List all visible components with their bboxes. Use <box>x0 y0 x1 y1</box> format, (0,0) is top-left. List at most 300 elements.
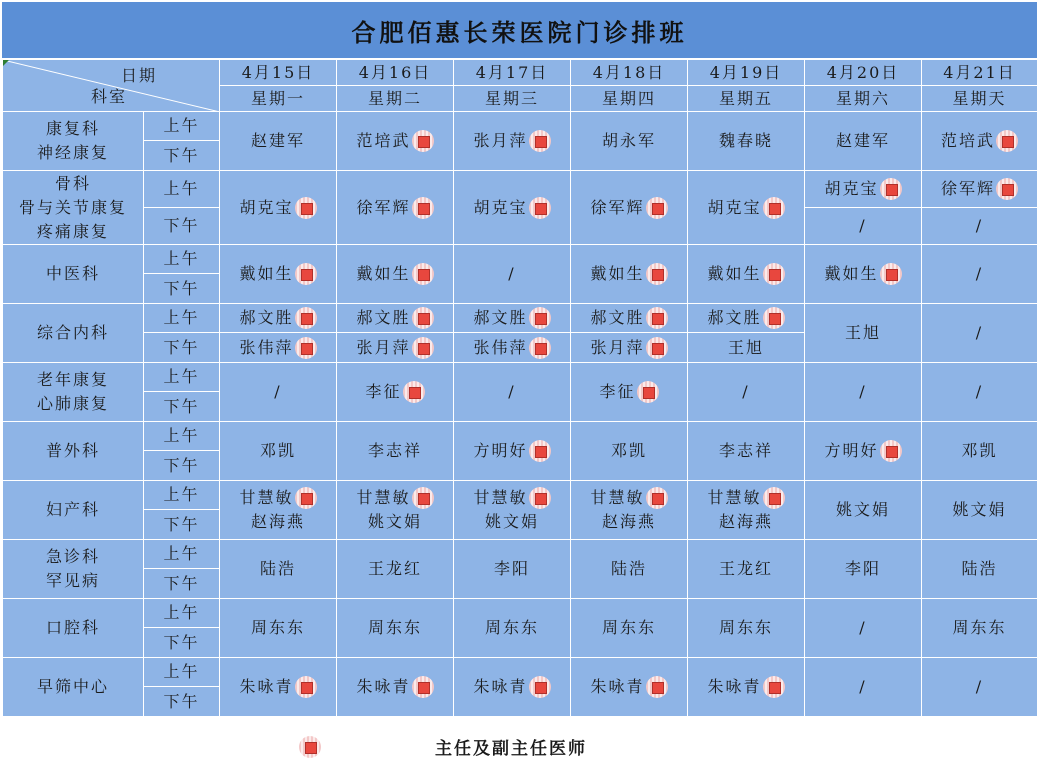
header-weekday: 星期一 <box>220 86 337 112</box>
doctor-name: 李志祥 <box>367 441 422 460</box>
doctor-list <box>337 336 453 360</box>
doctor-entry <box>688 306 804 330</box>
doctor-entry <box>337 129 453 153</box>
doctor-list <box>805 439 921 463</box>
doctor-name-row <box>485 510 539 534</box>
doctor-name-row <box>611 557 647 581</box>
schedule-cell <box>922 658 1038 717</box>
doctor-list <box>220 486 336 534</box>
doctor-entry <box>805 177 921 201</box>
senior-physician-mark-icon <box>295 487 317 509</box>
header-weekday: 星期二 <box>337 86 454 112</box>
doctor-list <box>922 177 1037 201</box>
doctor-list <box>220 306 336 330</box>
doctor-name-row <box>859 616 866 640</box>
doctor-name-row <box>485 616 539 640</box>
doctor-name-row <box>251 510 305 534</box>
doctor-name-row <box>473 439 550 463</box>
doctor-list <box>337 675 453 699</box>
doctor-entry <box>454 557 570 581</box>
doctor-entry <box>805 214 921 238</box>
doctor-entry <box>571 510 687 534</box>
doctor-name-row <box>508 262 515 286</box>
schedule-cell <box>571 245 688 304</box>
doctor-name-row <box>599 380 658 404</box>
doctor-list <box>571 262 687 286</box>
doctor-entry <box>922 380 1037 404</box>
senior-physician-mark-icon <box>299 736 321 758</box>
doctor-entry <box>220 557 336 581</box>
doctor-name: 朱咏青 <box>356 677 411 696</box>
doctor-list <box>454 306 570 330</box>
doctor-entry <box>688 557 804 581</box>
doctor-list <box>337 486 453 534</box>
doctor-list <box>571 336 687 360</box>
doctor-name-row <box>976 214 983 238</box>
doctor-name-row <box>260 439 296 463</box>
department-name-line: 罕见病 <box>45 571 100 590</box>
doctor-name-row <box>976 262 983 286</box>
senior-physician-mark-icon <box>412 263 434 285</box>
senior-physician-mark-icon <box>880 440 902 462</box>
schedule-cell <box>337 481 454 540</box>
doctor-name-row <box>251 616 305 640</box>
senior-physician-mark-icon <box>412 337 434 359</box>
doctor-name-row <box>368 439 422 463</box>
senior-physician-mark-icon <box>412 130 434 152</box>
doctor-entry <box>454 486 570 510</box>
doctor-list <box>337 129 453 153</box>
department-name-line: 康复科 <box>45 119 100 138</box>
schedule-cell <box>220 171 337 245</box>
doctor-list <box>922 380 1037 404</box>
schedule-cell <box>454 363 571 422</box>
doctor-list <box>922 616 1037 640</box>
senior-physician-mark-icon <box>295 337 317 359</box>
doctor-name-row <box>473 306 550 330</box>
doctor-name-row <box>719 557 773 581</box>
doctor-name: 朱咏青 <box>239 677 294 696</box>
schedule-cell <box>688 599 805 658</box>
schedule-cell-pm <box>922 208 1038 245</box>
schedule-cell <box>922 112 1038 171</box>
doctor-list <box>454 380 570 404</box>
doctor-name: 徐军辉 <box>940 179 995 198</box>
schedule-cell <box>454 112 571 171</box>
senior-physician-mark-icon <box>763 487 785 509</box>
doctor-entry <box>571 336 687 360</box>
doctor-entry <box>220 616 336 640</box>
schedule-cell <box>805 422 922 481</box>
doctor-entry <box>220 196 336 220</box>
doctor-entry <box>922 616 1037 640</box>
doctor-entry <box>454 306 570 330</box>
doctor-list <box>571 557 687 581</box>
doctor-name-row <box>728 336 764 360</box>
doctor-entry <box>688 262 804 286</box>
doctor-name-row <box>707 486 784 510</box>
doctor-name: 戴如生 <box>239 264 294 283</box>
department-name-line: 早筛中心 <box>36 677 109 696</box>
senior-physician-mark-icon <box>295 307 317 329</box>
doctor-entry <box>220 510 336 534</box>
doctor-list <box>805 380 921 404</box>
senior-physician-mark-icon <box>529 197 551 219</box>
doctor-name-row <box>952 498 1006 522</box>
doctor-name-row <box>473 129 550 153</box>
schedule-cell <box>805 304 922 363</box>
doctor-name: 周东东 <box>718 618 773 637</box>
doctor-list <box>688 557 804 581</box>
doctor-list <box>220 129 336 153</box>
senior-physician-mark-icon <box>529 440 551 462</box>
doctor-name: 王旭 <box>727 337 764 357</box>
doctor-entry <box>805 439 921 463</box>
doctor-entry <box>220 306 336 330</box>
dept-row-am <box>3 599 1038 628</box>
senior-physician-mark-icon <box>412 307 434 329</box>
doctor-entry <box>571 196 687 220</box>
doctor-name-row <box>368 557 422 581</box>
schedule-cell <box>454 599 571 658</box>
doctor-name-row <box>356 675 433 699</box>
doctor-name-row <box>239 486 316 510</box>
senior-physician-mark-icon <box>763 197 785 219</box>
doctor-name: 陆浩 <box>259 559 296 578</box>
doctor-name: 张月萍 <box>590 337 645 357</box>
doctor-name-row <box>239 262 316 286</box>
doctor-list <box>805 616 921 640</box>
senior-physician-mark-icon <box>646 263 668 285</box>
doctor-name: 周东东 <box>367 618 422 637</box>
senior-physician-mark-icon <box>295 263 317 285</box>
doctor-name-row <box>742 380 749 404</box>
dept-row-am <box>3 245 1038 274</box>
doctor-entry <box>220 129 336 153</box>
doctor-name: 赵海燕 <box>250 512 305 531</box>
schedule-cell <box>454 422 571 481</box>
schedule-cell <box>922 245 1038 304</box>
doctor-entry <box>922 557 1037 581</box>
doctor-list <box>922 675 1037 699</box>
senior-physician-mark-icon <box>529 307 551 329</box>
schedule-cell <box>688 112 805 171</box>
department-name-line: 神经康复 <box>36 143 109 162</box>
doctor-list <box>922 557 1037 581</box>
doctor-list <box>220 616 336 640</box>
doctor-name-row <box>356 196 433 220</box>
doctor-name-row <box>961 439 997 463</box>
doctor-entry <box>337 262 453 286</box>
doctor-entry <box>454 675 570 699</box>
doctor-name: 周东东 <box>601 618 656 637</box>
doctor-entry <box>805 557 921 581</box>
doctor-name-row <box>824 439 901 463</box>
doctor-name-row <box>590 486 667 510</box>
doctor-name: / <box>975 323 984 342</box>
schedule-cell <box>805 245 922 304</box>
doctor-list <box>337 262 453 286</box>
doctor-name: 方明好 <box>473 441 528 460</box>
doctor-list <box>454 439 570 463</box>
department-name <box>3 599 144 658</box>
dept-row-am <box>3 658 1038 687</box>
header-date: 4月16日 <box>337 60 454 86</box>
doctor-name-row <box>494 557 530 581</box>
doctor-name: 张月萍 <box>356 337 411 357</box>
doctor-name-row <box>590 336 667 360</box>
schedule-cell-pm <box>337 333 454 363</box>
doctor-list <box>571 380 687 404</box>
period-am: 上午 <box>144 540 220 569</box>
doctor-list <box>805 557 921 581</box>
doctor-entry <box>454 380 570 404</box>
doctor-entry <box>805 498 921 522</box>
schedule-cell <box>220 658 337 717</box>
header-date: 4月15日 <box>220 60 337 86</box>
legend <box>298 734 587 759</box>
doctor-name-row <box>961 557 997 581</box>
department-name-line: 疼痛康复 <box>36 221 109 241</box>
doctor-list <box>688 129 804 153</box>
doctor-name: 胡永军 <box>601 131 656 150</box>
doctor-list <box>454 196 570 220</box>
period-am: 上午 <box>144 171 220 208</box>
doctor-name: 胡克宝 <box>473 197 528 217</box>
doctor-name-row <box>239 196 316 220</box>
schedule-cell <box>688 481 805 540</box>
doctor-entry <box>337 196 453 220</box>
schedule-cell <box>220 481 337 540</box>
schedule-cell <box>571 540 688 599</box>
schedule-cell-am <box>571 304 688 333</box>
doctor-name-row <box>590 262 667 286</box>
schedule-cell-am <box>220 304 337 333</box>
schedule-cell <box>337 540 454 599</box>
header-dept-label: 科室 <box>91 87 128 106</box>
doctor-name: 张月萍 <box>473 131 528 150</box>
doctor-name: 周东东 <box>250 618 305 637</box>
senior-physician-mark-icon <box>529 487 551 509</box>
dept-row-am <box>3 540 1038 569</box>
senior-physician-mark-icon <box>646 337 668 359</box>
doctor-name-row <box>356 129 433 153</box>
doctor-entry <box>922 321 1037 345</box>
department-name-line: 急诊科 <box>45 547 100 566</box>
doctor-entry <box>337 557 453 581</box>
schedule-cell <box>571 363 688 422</box>
schedule-cell <box>571 658 688 717</box>
doctor-name: / <box>859 382 867 401</box>
dept-row-am <box>3 112 1038 141</box>
senior-physician-mark-icon <box>646 487 668 509</box>
dept-row-am <box>3 481 1038 510</box>
doctor-entry <box>337 336 453 360</box>
doctor-entry <box>805 262 921 286</box>
doctor-list <box>571 129 687 153</box>
doctor-list <box>688 439 804 463</box>
doctor-name: 李征 <box>365 382 402 401</box>
senior-physician-mark-icon <box>412 487 434 509</box>
doctor-entry <box>922 177 1037 201</box>
schedule-cell-pm <box>688 333 805 363</box>
doctor-name: / <box>859 618 867 637</box>
doctor-entry <box>922 498 1037 522</box>
doctor-name: / <box>975 264 984 283</box>
doctor-name-row <box>859 380 866 404</box>
doctor-list <box>922 129 1037 153</box>
doctor-entry <box>337 439 453 463</box>
doctor-list <box>688 486 804 534</box>
schedule-cell <box>337 363 454 422</box>
doctor-entry <box>571 306 687 330</box>
doctor-entry <box>337 675 453 699</box>
schedule-cell-am <box>922 171 1038 208</box>
schedule-cell <box>571 599 688 658</box>
doctor-name-row <box>239 306 316 330</box>
schedule-cell <box>922 599 1038 658</box>
doctor-list <box>688 262 804 286</box>
department-name-line: 综合内科 <box>36 323 109 342</box>
doctor-list <box>571 306 687 330</box>
schedule-body <box>3 60 1038 717</box>
doctor-list <box>220 675 336 699</box>
doctor-name: 王龙红 <box>718 559 773 578</box>
doctor-entry <box>220 675 336 699</box>
doctor-entry <box>571 380 687 404</box>
doctor-list <box>220 196 336 220</box>
doctor-name: 甘慧敏 <box>590 488 645 507</box>
doctor-entry <box>688 380 804 404</box>
doctor-name-row <box>859 675 866 699</box>
schedule-cell <box>688 245 805 304</box>
doctor-name: 郝文胜 <box>356 308 411 327</box>
doctor-name-row <box>719 510 773 534</box>
schedule-cell <box>337 422 454 481</box>
senior-physician-mark-icon <box>295 197 317 219</box>
doctor-name: / <box>859 216 867 235</box>
doctor-name-row <box>824 177 901 201</box>
schedule-cell <box>805 481 922 540</box>
doctor-name: 方明好 <box>824 441 879 460</box>
senior-physician-mark-icon <box>529 337 551 359</box>
doctor-name: 徐军辉 <box>356 197 411 217</box>
doctor-entry <box>220 262 336 286</box>
schedule-cell <box>454 658 571 717</box>
doctor-name-row <box>707 262 784 286</box>
schedule-cell <box>688 540 805 599</box>
doctor-name: 赵海燕 <box>601 512 656 531</box>
doctor-entry <box>688 486 804 510</box>
doctor-name: 姚文娟 <box>835 500 890 519</box>
period-pm: 下午 <box>144 687 220 717</box>
department-name-line: 骨科 <box>54 173 91 193</box>
schedule-cell-pm <box>805 208 922 245</box>
senior-physician-mark-icon <box>763 676 785 698</box>
doctor-entry <box>688 675 804 699</box>
senior-physician-mark-icon <box>996 130 1018 152</box>
doctor-name-row <box>368 510 422 534</box>
department-name <box>3 171 144 245</box>
schedule-cell <box>922 304 1038 363</box>
department-name-line: 骨与关节康复 <box>18 197 127 217</box>
doctor-name-row <box>508 380 515 404</box>
doctor-list <box>220 380 336 404</box>
doctor-name: 戴如生 <box>824 264 879 283</box>
doctor-name-row <box>859 214 866 238</box>
doctor-entry <box>571 486 687 510</box>
doctor-name: / <box>742 382 750 401</box>
doctor-list <box>922 439 1037 463</box>
doctor-name-row <box>239 675 316 699</box>
doctor-name-row <box>473 486 550 510</box>
department-name <box>3 112 144 171</box>
doctor-name: 甘慧敏 <box>473 488 528 507</box>
period-am: 上午 <box>144 112 220 141</box>
header-date: 4月19日 <box>688 60 805 86</box>
doctor-name: 姚文娟 <box>367 512 422 531</box>
doctor-entry <box>688 336 804 360</box>
doctor-list <box>454 486 570 534</box>
doctor-list <box>454 675 570 699</box>
doctor-name-row <box>976 675 983 699</box>
doctor-entry <box>220 486 336 510</box>
doctor-name: 李征 <box>599 382 636 401</box>
doctor-name: / <box>859 677 867 696</box>
doctor-list <box>454 129 570 153</box>
doctor-entry <box>688 196 804 220</box>
doctor-name: / <box>508 382 516 401</box>
doctor-entry <box>805 321 921 345</box>
doctor-entry <box>337 380 453 404</box>
schedule-cell <box>337 599 454 658</box>
schedule-cell <box>337 658 454 717</box>
schedule-cell <box>688 658 805 717</box>
period-pm: 下午 <box>144 510 220 540</box>
doctor-entry <box>220 439 336 463</box>
header-date: 4月21日 <box>922 60 1038 86</box>
department-name-line: 普外科 <box>45 441 100 460</box>
doctor-name-row <box>368 616 422 640</box>
doctor-name-row <box>590 306 667 330</box>
schedule-cell <box>220 422 337 481</box>
schedule-cell <box>922 540 1038 599</box>
doctor-name-row <box>251 129 305 153</box>
department-name <box>3 540 144 599</box>
doctor-list <box>220 439 336 463</box>
schedule-cell-am <box>688 304 805 333</box>
department-name-line: 妇产科 <box>45 500 100 519</box>
schedule-cell <box>220 112 337 171</box>
doctor-list <box>454 336 570 360</box>
doctor-list <box>922 262 1037 286</box>
doctor-name: 周东东 <box>952 618 1007 637</box>
doctor-name-row <box>356 336 433 360</box>
schedule-cell-am <box>454 304 571 333</box>
doctor-list <box>571 675 687 699</box>
schedule-cell-am <box>805 171 922 208</box>
doctor-list <box>688 675 804 699</box>
doctor-name-row <box>836 498 890 522</box>
doctor-entry <box>688 616 804 640</box>
senior-physician-mark-icon <box>763 263 785 285</box>
department-name <box>3 304 144 363</box>
schedule-table <box>2 59 1038 717</box>
header-date: 4月17日 <box>454 60 571 86</box>
senior-physician-mark-icon <box>880 263 902 285</box>
doctor-name-row <box>602 129 656 153</box>
doctor-name-row <box>707 306 784 330</box>
